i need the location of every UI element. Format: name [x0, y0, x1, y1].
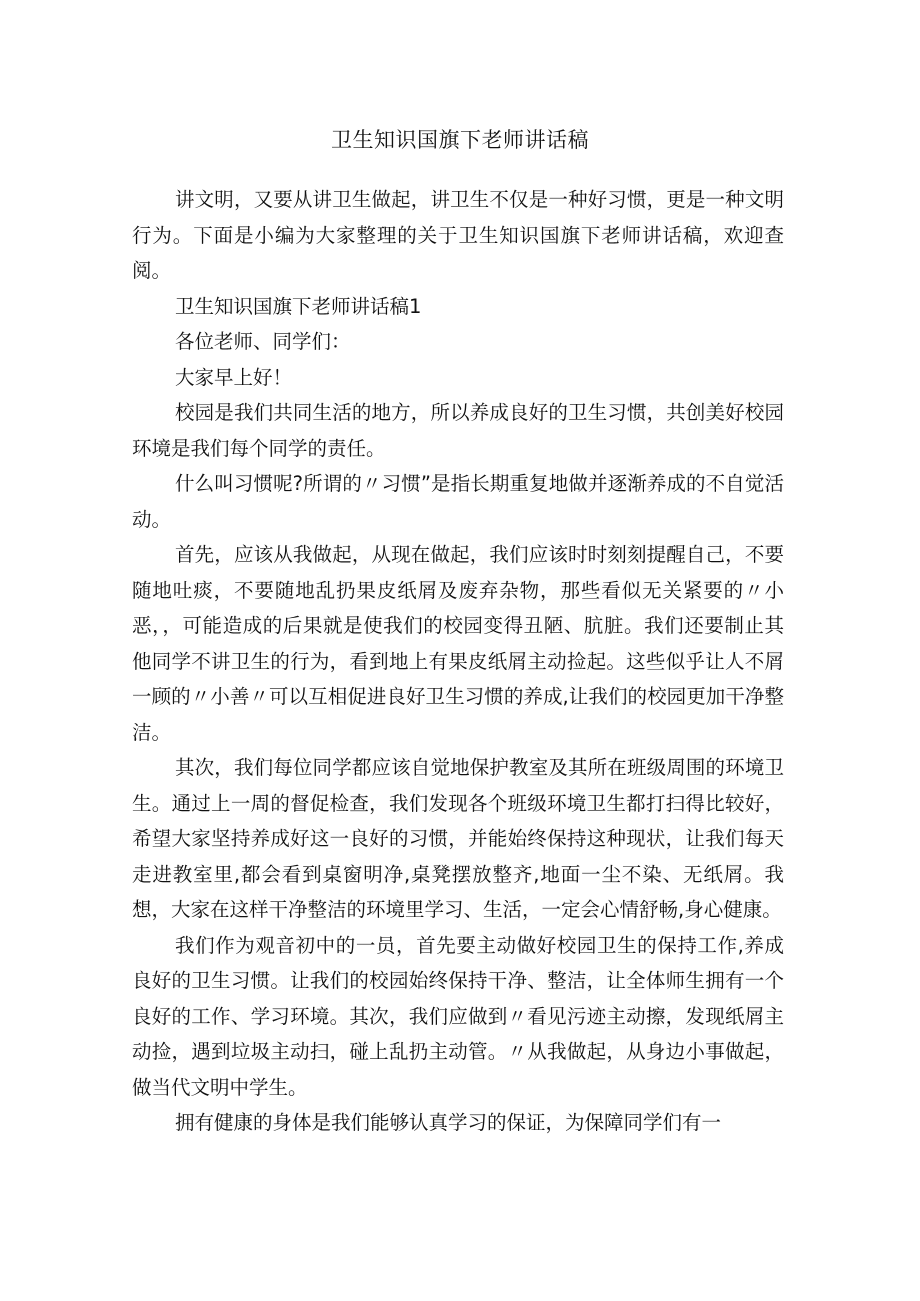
paragraph-first: 首先，应该从我做起，从现在做起，我们应该时时刻刻提醒自己，不要随地吐痰，不要随地乱扔果皮纸屑及废弃杂物，那些看似无关紧要的〃小恶，，可能造成的后果就是使我们的校园变得丑陋、肮脏。我们还要制止其他同学不讲卫生的行为，看到地上有果皮纸屑主动捡起。这些似乎让人不屑一顾的〃小善〃可以互相促进良好卫生习惯的养成,让我们的校园更加干净整洁。: [132, 543, 784, 744]
document-title: 卫生知识国旗下老师讲话稿: [331, 128, 589, 152]
paragraph-salutation: 各位老师、同学们：: [175, 330, 351, 353]
paragraph-greeting: 大家早上好！: [175, 365, 293, 389]
paragraph-health: 拥有健康的身体是我们能够认真学习的保证，为保障同学们有一: [175, 1111, 722, 1134]
paragraph-member: 我们作为观音初中的一员，首先要主动做好校园卫生的保持工作,养成良好的卫生习惯。让我们的校园始终保持干净、整洁，让全体师生拥有一个良好的工作、学习环境。其次，我们应做到〃看见污迹主动擦，发现纸屑主动捡，遇到垃圾主动扫，碰上乱扔主动管。〃从我做起，从身边小事做起，做当代文明中学生。: [132, 933, 784, 1099]
paragraph-speech-heading: 卫生知识国旗下老师讲话稿1: [175, 294, 422, 318]
paragraph-habit-definition: 什么叫习惯呢?所谓的〃习惯”是指长期重复地做并逐渐养成的不自觉活动。: [132, 472, 784, 531]
paragraph-campus: 校园是我们共同生活的地方，所以养成良好的卫生习惯，共创美好校园环境是我们每个同学的责任。: [132, 401, 784, 460]
paragraph-intro: 讲文明，又要从讲卫生做起，讲卫生不仅是一种好习惯，更是一种文明行为。下面是小编为大家整理的关于卫生知识国旗下老师讲话稿，欢迎查阅。: [132, 188, 784, 282]
paragraph-second: 其次，我们每位同学都应该自觉地保护教室及其所在班级周围的环境卫生。通过上一周的督促检查，我们发现各个班级环境卫生都打扫得比较好，希望大家坚持养成好这一良好的习惯，并能始终保持这种现状，让我们每天走进教室里,都会看到桌窗明净,桌凳摆放整齐,地面一尘不染、无纸屑。我想，大家在这样干净整洁的环境里学习、生活，一定会心情舒畅,身心健康。: [132, 756, 784, 921]
document-body: [132, 182, 784, 1141]
